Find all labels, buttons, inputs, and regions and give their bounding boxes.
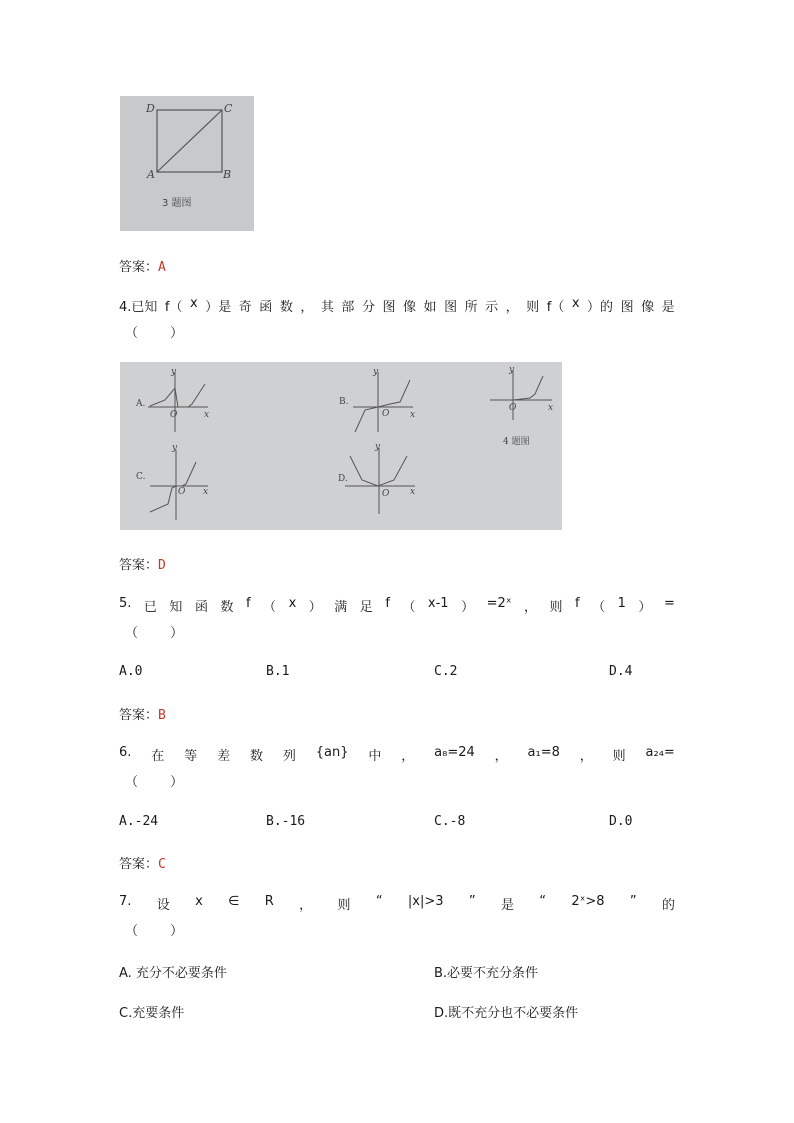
answer-value: A (158, 260, 166, 275)
vertex-label-b: B (223, 168, 232, 181)
q6-paren: （ ） (125, 775, 198, 790)
q7-text-token: |x|>3 (407, 894, 444, 909)
q4-text-token: x (571, 296, 580, 311)
q5-paren: （ ） (125, 626, 198, 641)
q5-text-token: = (663, 596, 675, 611)
q5-text-token: 已 (143, 600, 157, 615)
q7-text-token: 2ˣ>8 (571, 894, 605, 909)
answer-label: 答案： (119, 708, 159, 723)
q6-text-token: 数 (249, 749, 263, 764)
q5-text-token: ， (524, 600, 538, 615)
q7-text-token: R (264, 894, 274, 909)
q5-option-c: C.2 (434, 664, 458, 679)
q6-text-token: 列 (282, 749, 296, 764)
q7-text-token: ∈ (228, 894, 240, 909)
q7-text-token: 是 (500, 898, 514, 913)
axis-ref-x-label: x (548, 403, 554, 413)
axis-a-x-label: x (204, 410, 210, 420)
q7-option-a: A. 充分不必要条件 (119, 966, 227, 981)
q6-text-token: 中 (368, 749, 382, 764)
q7-text-token: x (195, 894, 203, 909)
axis-d-x-label: x (410, 487, 416, 497)
q7-text-token: “ (539, 894, 547, 909)
q4-text-token: ）是 (205, 300, 232, 315)
q4-text-token: 分 (361, 300, 375, 315)
option-a-label: A. (136, 399, 146, 409)
curve-a (150, 384, 205, 407)
answer-label: 答案： (119, 260, 159, 275)
q6-text-token: a₂₄= (645, 745, 675, 760)
axis-c-y-label: y (172, 443, 178, 453)
q7-text-token: 的 (661, 898, 675, 913)
q4-text-token: f（ (164, 300, 183, 315)
q6-text-token: 则 (612, 749, 626, 764)
curve-b (355, 380, 410, 432)
q7-option-b: B.必要不充分条件 (434, 966, 539, 981)
q5-text-token: f (575, 596, 580, 611)
q6-text-token: 差 (217, 749, 231, 764)
origin-d: O (382, 489, 390, 499)
q5-text-token: （ (402, 600, 416, 615)
q5-text-token: 则 (549, 600, 563, 615)
curve-reference (513, 376, 543, 400)
q6-option-b: B.-16 (266, 814, 306, 829)
q3-answer (119, 256, 166, 275)
q7-option-d: D.既不充分也不必要条件 (434, 1006, 579, 1021)
vertex-label-a: A (147, 168, 155, 181)
q4-text-token: 示 (485, 300, 499, 315)
q7-text-token: “ (375, 894, 383, 909)
q4-text-token: 所 (464, 300, 478, 315)
q6-text-token: ， (579, 749, 593, 764)
q7-text (119, 894, 675, 913)
q7-text-token: ， (299, 898, 313, 913)
q4-text-token: 则 (526, 300, 540, 315)
q4-text-token: 其 (320, 300, 334, 315)
figure-3-caption: 3 题图 (162, 198, 192, 209)
q4-text-token: 像 (403, 300, 417, 315)
q5-text-token: f (385, 596, 390, 611)
q6-text-token: 等 (184, 749, 198, 764)
q5-text-token: 1 (617, 596, 626, 611)
q7-text-token: 则 (337, 898, 351, 913)
q4-text-token: 图 (382, 300, 396, 315)
figure-3-photo (120, 96, 254, 231)
figure-3-diagram (120, 96, 254, 231)
q4-text-token: 是 (661, 300, 675, 315)
square-diagonal (157, 110, 222, 172)
q5-text-token: 足 (359, 600, 373, 615)
q4-text-token: 如 (423, 300, 437, 315)
option-d-label: D. (338, 474, 348, 484)
q5-text-token: 满 (334, 600, 348, 615)
option-c-label: C. (136, 472, 146, 482)
vertex-label-d: D (146, 102, 155, 115)
vertex-label-c: C (224, 102, 233, 115)
axis-c-x-label: x (203, 487, 209, 497)
q5-text-token: ） (638, 600, 652, 615)
q5-text-token: 5. (119, 596, 132, 611)
q4-answer (119, 554, 166, 573)
q4-text-token: ， (300, 300, 314, 315)
curve-c (150, 462, 196, 512)
q4-text-token: 图 (620, 300, 634, 315)
axis-a-y-label: y (171, 367, 177, 377)
q7-option-c: C.充要条件 (119, 1006, 185, 1021)
origin-c: O (178, 487, 186, 497)
q6-text-token: 在 (151, 749, 165, 764)
axis-d-y-label: y (375, 442, 381, 452)
q4-text-token: f（ (546, 300, 565, 315)
answer-label: 答案： (119, 558, 159, 573)
q6-text-token: a₈=24 (434, 745, 475, 760)
q5-text-token: （ (263, 600, 277, 615)
q5-text-token: （ (592, 600, 606, 615)
q5-text-token: ） (308, 600, 322, 615)
axis-ref-y-label: y (509, 365, 515, 375)
q4-text-token: ）的 (587, 300, 614, 315)
q4-text-token: ， (505, 300, 519, 315)
q4-text (119, 296, 675, 315)
axis-b-x-label: x (410, 410, 416, 420)
figure-4-photo (120, 362, 562, 530)
q6-answer (119, 853, 166, 872)
q4-text-token: 函 (259, 300, 273, 315)
q6-option-d: D.0 (609, 814, 633, 829)
q5-option-b: B.1 (266, 664, 290, 679)
q5-option-a: A.0 (119, 664, 143, 679)
q4-text-token: 4.已知 (119, 300, 158, 315)
q5-text-token: 数 (220, 600, 234, 615)
q4-paren: （ ） (125, 326, 198, 341)
q4-text-token: 像 (641, 300, 655, 315)
q6-option-c: C.-8 (434, 814, 466, 829)
q4-text-token: 数 (279, 300, 293, 315)
q7-text-token: ” (468, 894, 476, 909)
q5-text-token: x (288, 596, 297, 611)
q4-text-token: 部 (341, 300, 355, 315)
origin-b: O (382, 409, 390, 419)
figure-4-diagram (120, 362, 562, 530)
q7-text-token: 设 (156, 898, 170, 913)
q6-text-token: ， (401, 749, 415, 764)
answer-value: C (158, 857, 166, 872)
q4-text-token: 图 (444, 300, 458, 315)
q6-text-token: {an} (315, 745, 349, 760)
q7-text-token: ” (629, 894, 637, 909)
q7-paren: （ ） (125, 924, 198, 939)
answer-value: B (158, 708, 166, 723)
q5-text-token: 知 (169, 600, 183, 615)
q5-text-token: ） (461, 600, 475, 615)
q7-text-token: 7. (119, 894, 132, 909)
q5-text-token: 函 (194, 600, 208, 615)
q6-text-token: a₁=8 (527, 745, 560, 760)
q6-option-a: A.-24 (119, 814, 159, 829)
option-b-label: B. (339, 397, 349, 407)
q6-text-token: 6. (119, 745, 132, 760)
q5-text-token: f (245, 596, 251, 611)
q5-text-token: x-1 (427, 596, 449, 611)
q6-text-token: ， (494, 749, 508, 764)
origin-a: O (170, 410, 178, 420)
q5-text-token: =2ˣ (486, 596, 512, 611)
q6-text (119, 745, 675, 764)
origin-ref: O (509, 403, 517, 413)
q5-text (119, 596, 675, 615)
q5-answer (119, 704, 166, 723)
answer-value: D (158, 558, 166, 573)
answer-label: 答案： (119, 857, 159, 872)
q5-option-d: D.4 (609, 664, 633, 679)
figure-4-caption: 4 题图 (503, 437, 530, 447)
axis-b-y-label: y (373, 367, 379, 377)
q4-text-token: 奇 (238, 300, 252, 315)
q4-text-token: x (190, 296, 198, 311)
